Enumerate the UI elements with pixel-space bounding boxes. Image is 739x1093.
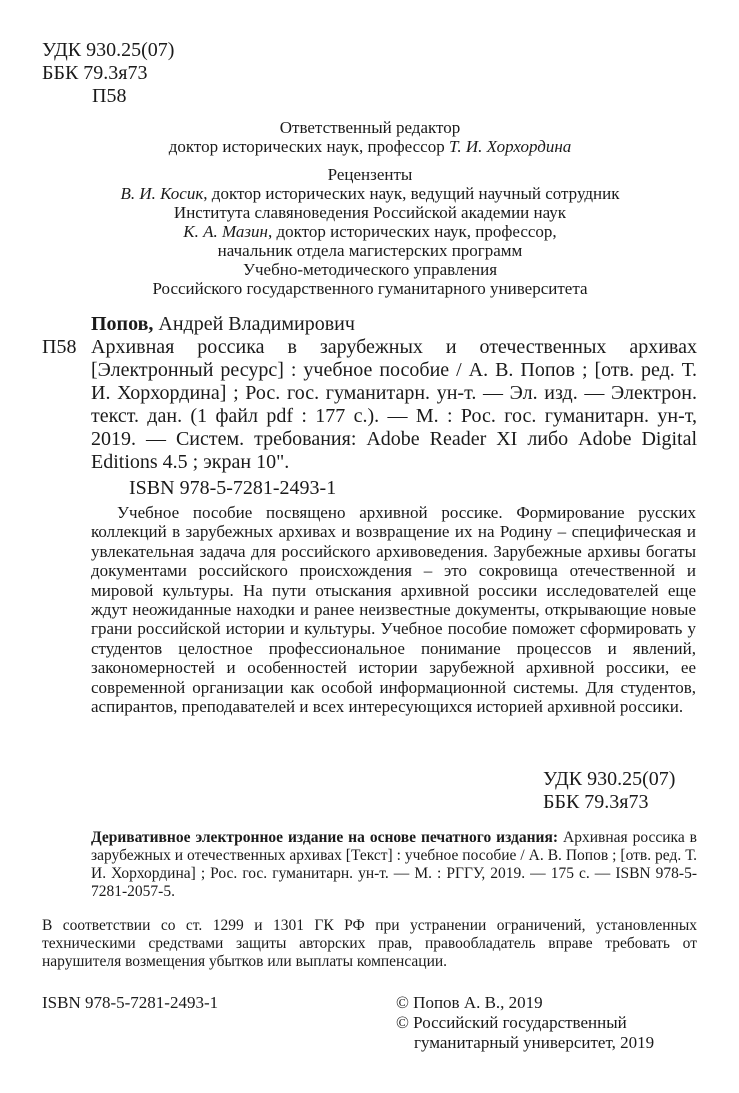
reviewer-2-line3: Учебно-методического управления: [242, 260, 498, 279]
footer-codes: [543, 768, 675, 814]
bottom-isbn: ISBN 978-5-7281-2493-1: [42, 993, 219, 1012]
bbk-code: ББК 79.3я73: [42, 62, 148, 84]
reviewer-1-line: В. И. Косик, доктор исторических наук, ведущий научный сотрудник: [120, 184, 620, 203]
bib-description: Архивная россика в зарубежных и отечественных архивах [Электронный ресурс] : учебное пособие / А. В. Попов ; [отв. ред. Т. И. Хорхордина] ; Рос. гос. гуманитарн. ун-т. — Эл. изд. — Электрон. текст. дан. (1 файл pdf : 177 с.). — М. : Рос. гос. гуманитарн. ун-т, 2019. — Систем. требования: Adobe Reader XI либо Adobe Digital Editions 4.5 ; экран 10".: [91, 336, 697, 473]
udk-code: УДК 930.25(07): [42, 39, 175, 61]
legal-note: В соответствии со ст. 1299 и 1301 ГК РФ при устранении ограничений, установленных техническими средствами защиты авторских прав, правообладатель вправе требовать от нарушителя возмещения убытков или выплаты компенсации.: [42, 917, 697, 970]
footer-udk: УДК 930.25(07): [543, 768, 676, 790]
footer-bbk: ББК 79.3я73: [543, 791, 649, 813]
editor-line: доктор исторических наук, профессор Т. И. Хорхордина: [168, 137, 572, 156]
reviewer-1-name: В. И. Косик: [120, 184, 204, 203]
copyright-author: © Попов А. В., 2019: [396, 993, 543, 1012]
editor-name: Т. И. Хорхордина: [448, 137, 572, 156]
reviewer-2-name: К. А. Мазин: [183, 222, 268, 241]
reviewer-2-line: К. А. Мазин, доктор исторических наук, профессор,: [183, 222, 557, 241]
bib-author: Попов, Андрей Владимирович: [91, 313, 355, 335]
copyright-block: [396, 993, 654, 1053]
editor-block: [40, 118, 700, 156]
derivative-note: Деривативное электронное издание на основе печатного издания: Архивная россика в зарубежных и отечественных архивах [Текст] : учебное пособие / А. В. Попов ; [отв. ред. Т. И. Хорхордина] ; Рос. гос. гуманитарн. ун-т. — М. : РГГУ, 2019. — 175 с. — ISBN 978-5-7281-2057-5.: [91, 829, 697, 900]
header-codes: [42, 39, 174, 108]
reviewer-1-org: Института славяноведения Российской академии наук: [173, 203, 567, 222]
reviewer-2-line2: начальник отдела магистерских программ: [217, 241, 523, 260]
copyright-university-cont: гуманитарный университет, 2019: [414, 1033, 655, 1052]
annotation: Учебное пособие посвящено архивной россике. Формирование русских коллекций в зарубежных архивах и возвращение их на Родину – специфическая и увлекательная задача для российского архивоведения. Зарубежные архивы богаты документами российского происхождения – это сокровища отечественной и мировой культуры. На пути отыскания архивной россики исследователей еще ждут неожиданные находки и ранее неизвестные документы, открывающие новые грани российской истории и культуры. Учебное пособие поможет сформировать у студентов целостное профессиональное понимание процессов и явлений, закономерностей и особенностей истории зарубежной архивной россики, ее современной организации как особой информационной системы. Для студентов, аспирантов, преподавателей и всех интересующихся историей архивной россики.: [91, 503, 696, 717]
reviewers-title: Рецензенты: [327, 165, 413, 184]
editor-title: Ответственный редактор: [279, 118, 461, 137]
copyright-university: © Российский государственный: [396, 1013, 627, 1032]
bib-isbn: ISBN 978-5-7281-2493-1: [129, 477, 337, 499]
author-mark: П58: [92, 85, 127, 107]
reviewer-2-line4: Российского государственного гуманитарного университета: [152, 279, 588, 298]
reviewers-block: [40, 165, 700, 298]
derivative-label: Деривативное электронное издание на основе печатного издания:: [91, 829, 559, 846]
bib-code: П58: [42, 336, 77, 358]
